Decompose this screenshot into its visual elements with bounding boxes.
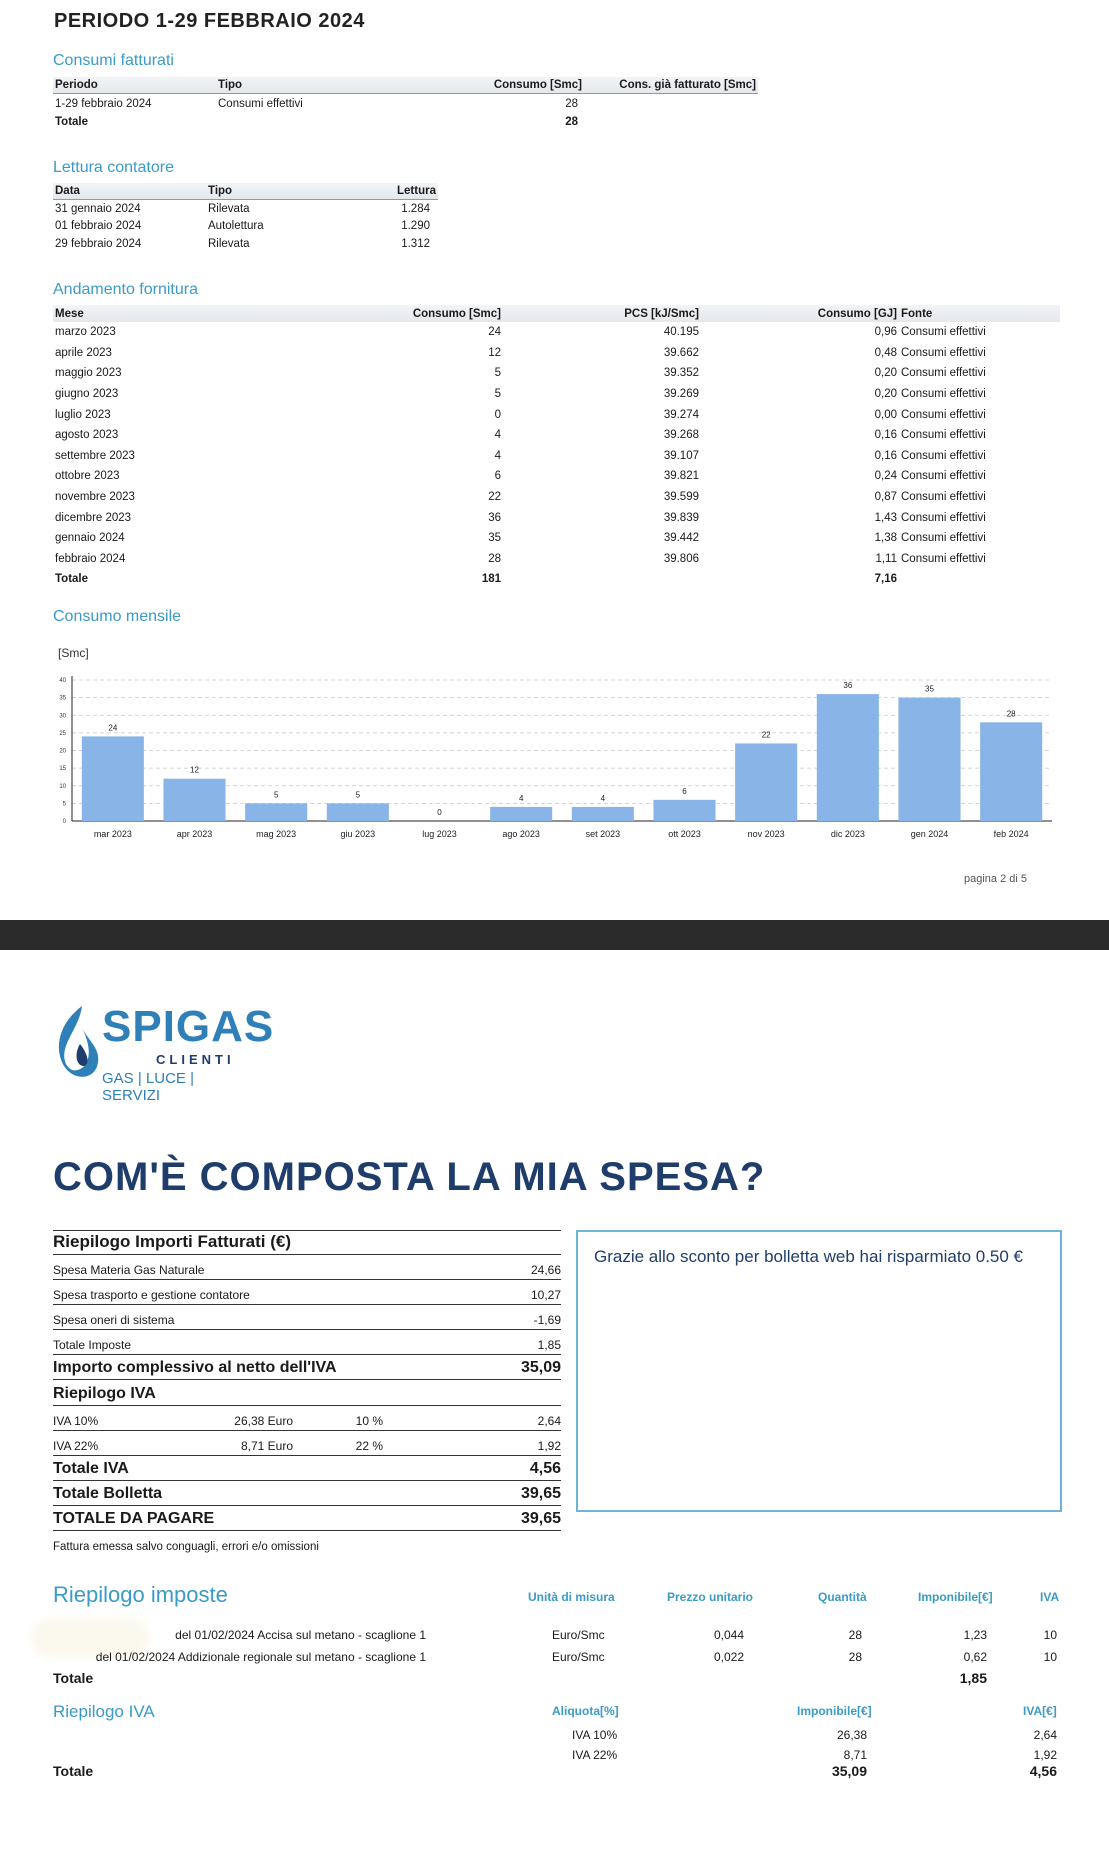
lettura-tipo: Autolettura bbox=[208, 220, 264, 233]
y-tick-label: 25 bbox=[59, 730, 66, 737]
col-imponibile: Imponibile[€] bbox=[797, 1704, 872, 1718]
data-label: 22 bbox=[761, 730, 771, 740]
iva-value: 1,92 bbox=[1033, 1748, 1057, 1762]
total-value: 28 bbox=[565, 116, 578, 128]
data-label: 4 bbox=[600, 793, 606, 803]
iva-pct: 22 % bbox=[355, 1439, 383, 1453]
bar bbox=[980, 722, 1042, 821]
fonte: Consumi effettivi bbox=[901, 326, 986, 339]
table-row bbox=[53, 384, 1060, 405]
y-tick-label: 20 bbox=[59, 748, 66, 755]
consumo-gj: 0,96 bbox=[874, 326, 897, 339]
pcs: 39.352 bbox=[663, 367, 699, 380]
x-tick-label: lug 2023 bbox=[422, 829, 457, 839]
imposta-desc: del 01/02/2024 Addizionale regionale sul metano - scaglione 1 bbox=[95, 1650, 426, 1664]
fonte: Consumi effettivi bbox=[901, 408, 986, 421]
logo-tag: CLIENTI bbox=[156, 1052, 235, 1067]
bar bbox=[327, 803, 389, 821]
data-label: 35 bbox=[925, 684, 934, 694]
data-label: 5 bbox=[273, 790, 279, 800]
item-label: Spesa oneri di sistema bbox=[53, 1313, 175, 1327]
imposta-unit: Euro/Smc bbox=[552, 1650, 605, 1664]
consumo-smc: 24 bbox=[488, 326, 501, 339]
x-tick-label: mar 2023 bbox=[93, 829, 132, 839]
iva-total-label: Totale bbox=[53, 1763, 94, 1779]
data-label: 6 bbox=[682, 786, 687, 796]
iva-label: IVA 22% bbox=[53, 1439, 99, 1453]
y-tick-label: 5 bbox=[62, 801, 66, 808]
fonte: Consumi effettivi bbox=[901, 511, 986, 524]
lettura-data: 31 gennaio 2024 bbox=[55, 202, 141, 215]
aliquota: IVA 10% bbox=[572, 1728, 618, 1742]
bar bbox=[817, 694, 879, 821]
imposta-qty: 28 bbox=[848, 1650, 862, 1664]
col-quantita: Quantità bbox=[818, 1590, 867, 1604]
netto-value: 35,09 bbox=[520, 1359, 561, 1376]
col-pcs: PCS [kJ/Smc] bbox=[624, 307, 699, 320]
consumo-smc: 6 bbox=[494, 470, 501, 483]
data-label: 24 bbox=[108, 723, 118, 733]
y-tick-label: 30 bbox=[59, 713, 66, 720]
heading-label: Riepilogo Importi Fatturati (€) bbox=[53, 1232, 291, 1251]
bill-page-3 bbox=[0, 950, 1109, 1863]
bar bbox=[735, 743, 797, 821]
pcs: 39.599 bbox=[663, 491, 699, 504]
col-cons-fatturato: Cons. già fatturato [Smc] bbox=[619, 79, 756, 91]
total-row bbox=[53, 569, 1060, 589]
item-label: Totale Imposte bbox=[53, 1338, 132, 1352]
consumo-smc: 22 bbox=[488, 491, 501, 504]
table-row bbox=[53, 487, 1060, 508]
col-consumo-smc: Consumo [Smc] bbox=[412, 307, 501, 320]
item-value: 24,66 bbox=[530, 1263, 561, 1277]
data-label: 36 bbox=[843, 681, 853, 691]
pcs: 39.442 bbox=[663, 532, 699, 545]
andamento-fornitura-table bbox=[53, 305, 1060, 589]
bar bbox=[572, 807, 634, 821]
iva-value: 2,64 bbox=[1033, 1728, 1057, 1742]
consumo-gj: 1,43 bbox=[874, 511, 897, 524]
totale-iva-label: Totale IVA bbox=[53, 1460, 129, 1477]
total-label: Totale bbox=[55, 573, 89, 586]
data-label: 4 bbox=[518, 793, 524, 803]
col-data: Data bbox=[55, 185, 80, 197]
pcs: 39.268 bbox=[663, 429, 699, 442]
consumo-smc: 28 bbox=[488, 552, 501, 565]
imposta-unit: Euro/Smc bbox=[552, 1628, 605, 1642]
iva-base: 26,38 Euro bbox=[234, 1414, 293, 1428]
fonte: Consumi effettivi bbox=[901, 449, 986, 462]
table-row bbox=[53, 200, 438, 218]
iva-total-imp: 35,09 bbox=[831, 1763, 867, 1779]
consumo-smc: 12 bbox=[488, 346, 501, 359]
lettura-contatore-table bbox=[53, 183, 438, 253]
col-periodo: Periodo bbox=[55, 79, 98, 91]
item-value: 10,27 bbox=[530, 1288, 561, 1302]
col-aliquota: Aliquota[%] bbox=[552, 1704, 619, 1718]
item-label: Spesa Materia Gas Naturale bbox=[53, 1263, 205, 1277]
totale-bolletta-label: Totale Bolletta bbox=[53, 1485, 163, 1502]
fonte: Consumi effettivi bbox=[901, 346, 986, 359]
consumo-gj: 0,24 bbox=[874, 470, 897, 483]
consumo-smc: 5 bbox=[494, 367, 501, 380]
pcs: 39.662 bbox=[663, 346, 699, 359]
lettura-tipo: Rilevata bbox=[208, 237, 250, 250]
table-row bbox=[53, 404, 1060, 425]
lettura-valore: 1.284 bbox=[401, 202, 430, 215]
mese: giugno 2023 bbox=[55, 388, 119, 401]
total-label: Totale bbox=[55, 116, 89, 128]
col-fonte: Fonte bbox=[901, 307, 933, 320]
imposta-price: 0,044 bbox=[713, 1628, 744, 1642]
bar bbox=[490, 807, 552, 821]
table-row bbox=[53, 218, 438, 236]
y-tick-label: 35 bbox=[59, 695, 66, 702]
lettura-contatore-title: Lettura contatore bbox=[53, 159, 174, 176]
col-imponibile: Imponibile[€] bbox=[918, 1590, 993, 1604]
riepilogo-imposte-table bbox=[0, 950, 1109, 1863]
consumi-fatturati-title: Consumi fatturati bbox=[53, 52, 174, 69]
imposta-price: 0,022 bbox=[713, 1650, 744, 1664]
iva-label: IVA 10% bbox=[53, 1414, 99, 1428]
x-tick-label: dic 2023 bbox=[830, 829, 865, 839]
bill-page-2 bbox=[0, 0, 1109, 920]
consumo-smc: 4 bbox=[494, 429, 501, 442]
col-tipo: Tipo bbox=[218, 79, 243, 91]
lettura-valore: 1.290 bbox=[401, 220, 430, 233]
table-row bbox=[53, 549, 1060, 570]
y-tick-label: 10 bbox=[59, 783, 66, 790]
mese: dicembre 2023 bbox=[55, 511, 132, 524]
lettura-data: 29 febbraio 2024 bbox=[55, 237, 142, 250]
consumo-gj: 0,48 bbox=[874, 346, 897, 359]
table-row bbox=[53, 507, 1060, 528]
col-consumo-gj: Consumo [GJ] bbox=[817, 307, 897, 320]
mese: marzo 2023 bbox=[55, 326, 116, 339]
andamento-fornitura-title: Andamento fornitura bbox=[53, 281, 198, 298]
imposta-qty: 28 bbox=[848, 1628, 862, 1642]
netto-label: Importo complessivo al netto dell'IVA bbox=[53, 1359, 337, 1376]
x-tick-label: feb 2024 bbox=[993, 829, 1029, 839]
col-tipo: Tipo bbox=[208, 185, 233, 197]
iva-imp: 26,38 bbox=[836, 1728, 867, 1742]
table-row bbox=[53, 343, 1060, 364]
consumo-smc: 35 bbox=[488, 532, 501, 545]
table-row bbox=[53, 363, 1060, 384]
period-title: PERIODO 1-29 FEBBRAIO 2024 bbox=[54, 10, 365, 32]
iva-pct: 10 % bbox=[355, 1414, 383, 1428]
fonte: Consumi effettivi bbox=[901, 552, 986, 565]
lettura-tipo: Rilevata bbox=[208, 202, 250, 215]
bar bbox=[163, 779, 225, 821]
page-title: COM'È COMPOSTA LA MIA SPESA? bbox=[53, 1155, 766, 1199]
imposta-iva: 10 bbox=[1043, 1650, 1057, 1664]
pcs: 39.839 bbox=[663, 511, 699, 524]
logo-sub: GAS | LUCE | SERVIZI bbox=[102, 1070, 194, 1104]
consumo-smc: 5 bbox=[494, 388, 501, 401]
mese: ottobre 2023 bbox=[55, 470, 120, 483]
consumo-mensile-chart bbox=[56, 670, 1056, 850]
iva-value: 2,64 bbox=[537, 1414, 561, 1428]
consumo-gj: 0,16 bbox=[874, 449, 897, 462]
imposta-iva: 10 bbox=[1043, 1628, 1057, 1642]
y-tick-label: 40 bbox=[59, 678, 66, 684]
consumo-smc: 0 bbox=[494, 408, 501, 421]
x-tick-label: set 2023 bbox=[585, 829, 621, 839]
data-label: 12 bbox=[190, 765, 199, 775]
fonte: Consumi effettivi bbox=[901, 388, 986, 401]
x-tick-label: mag 2023 bbox=[256, 829, 297, 839]
col-consumo: Consumo [Smc] bbox=[493, 79, 582, 91]
col-iva-euro: IVA[€] bbox=[1023, 1704, 1057, 1718]
x-tick-label: gen 2024 bbox=[910, 829, 949, 839]
cell: 28 bbox=[565, 98, 578, 110]
consumo-gj: 0,00 bbox=[874, 408, 897, 421]
fonte: Consumi effettivi bbox=[901, 367, 986, 380]
lettura-data: 01 febbraio 2024 bbox=[55, 220, 142, 233]
fonte: Consumi effettivi bbox=[901, 491, 986, 504]
total-smc: 181 bbox=[481, 573, 501, 586]
consumo-smc: 36 bbox=[488, 511, 501, 524]
data-label: 0 bbox=[437, 808, 442, 817]
riepilogo-iva-title: Riepilogo IVA bbox=[53, 1702, 155, 1721]
item-label: Spesa trasporto e gestione contatore bbox=[53, 1288, 250, 1302]
imposta-imp: 1,23 bbox=[963, 1628, 987, 1642]
col-iva: IVA bbox=[1040, 1590, 1060, 1604]
bar bbox=[82, 736, 144, 821]
fonte: Consumi effettivi bbox=[901, 532, 986, 545]
consumo-gj: 1,38 bbox=[874, 532, 897, 545]
table-row bbox=[53, 94, 758, 114]
web-discount-text: Grazie allo sconto per bolletta web hai risparmiato 0.50 € bbox=[594, 1247, 1024, 1266]
col-unita: Unità di misura bbox=[528, 1590, 615, 1604]
table-row bbox=[53, 466, 1060, 487]
bar bbox=[245, 803, 307, 821]
consumo-gj: 0,16 bbox=[874, 429, 897, 442]
pcs: 39.806 bbox=[663, 552, 699, 565]
pcs: 40.195 bbox=[663, 326, 699, 339]
bar bbox=[653, 800, 715, 821]
iva-value: 1,92 bbox=[537, 1439, 561, 1453]
totale-pagare-label: TOTALE DA PAGARE bbox=[53, 1510, 215, 1527]
mese: luglio 2023 bbox=[55, 408, 111, 421]
totale-bolletta-value: 39,65 bbox=[520, 1485, 561, 1502]
bar bbox=[898, 698, 960, 821]
lettura-valore: 1.312 bbox=[401, 237, 430, 250]
col-lettura: Lettura bbox=[397, 185, 436, 197]
totale-pagare-value: 39,65 bbox=[520, 1510, 561, 1527]
consumo-gj: 0,20 bbox=[874, 388, 897, 401]
mese: maggio 2023 bbox=[55, 367, 122, 380]
mese: gennaio 2024 bbox=[55, 532, 125, 545]
consumo-gj: 1,11 bbox=[875, 552, 897, 565]
consumo-smc: 4 bbox=[494, 449, 501, 462]
iva-imp: 8,71 bbox=[843, 1748, 867, 1762]
mese: novembre 2023 bbox=[55, 491, 135, 504]
iva-base: 8,71 Euro bbox=[240, 1439, 293, 1453]
consumo-gj: 0,87 bbox=[874, 491, 897, 504]
table-row bbox=[53, 322, 1060, 343]
total-gj: 7,16 bbox=[874, 573, 897, 586]
col-prezzo: Prezzo unitario bbox=[667, 1590, 754, 1604]
page-separator bbox=[0, 920, 1109, 950]
pcs: 39.269 bbox=[663, 388, 699, 401]
imposte-total-label: Totale bbox=[53, 1670, 94, 1686]
pcs: 39.821 bbox=[663, 470, 699, 483]
chart-y-unit: [Smc] bbox=[58, 646, 89, 660]
mese: settembre 2023 bbox=[55, 449, 135, 462]
item-value: -1,69 bbox=[533, 1313, 561, 1327]
total-row bbox=[53, 114, 758, 130]
imposta-desc: del 01/02/2024 Accisa sul metano - scaglione 1 bbox=[175, 1628, 426, 1642]
mese: febbraio 2024 bbox=[55, 552, 126, 565]
table-row bbox=[53, 446, 1060, 467]
item-value: 1,85 bbox=[537, 1338, 561, 1352]
consumo-gj: 0,20 bbox=[874, 367, 897, 380]
fonte: Consumi effettivi bbox=[901, 470, 986, 483]
col-mese: Mese bbox=[55, 307, 84, 320]
y-tick-label: 15 bbox=[59, 766, 66, 773]
x-tick-label: apr 2023 bbox=[176, 829, 213, 839]
mese: aprile 2023 bbox=[55, 346, 112, 359]
disclaimer-note: Fattura emessa salvo conguagli, errori e/o omissioni bbox=[53, 1541, 319, 1553]
table-row bbox=[53, 528, 1060, 549]
fonte: Consumi effettivi bbox=[901, 429, 986, 442]
logo-word: SPIGAS bbox=[102, 1002, 275, 1051]
consumi-fatturati-table bbox=[53, 77, 758, 130]
aliquota: IVA 22% bbox=[572, 1748, 618, 1762]
pcs: 39.274 bbox=[663, 408, 699, 421]
x-tick-label: ott 2023 bbox=[668, 829, 701, 839]
iva-total-value: 4,56 bbox=[1029, 1763, 1057, 1779]
totale-iva-value: 4,56 bbox=[529, 1460, 561, 1477]
chart-title: Consumo mensile bbox=[53, 608, 182, 625]
table-row bbox=[53, 425, 1060, 446]
x-tick-label: nov 2023 bbox=[747, 829, 785, 839]
cell: Consumi effettivi bbox=[218, 98, 303, 110]
imposte-total-value: 1,85 bbox=[959, 1670, 987, 1686]
y-tick-label: 0 bbox=[62, 819, 66, 825]
riepilogo-imposte-title: Riepilogo imposte bbox=[53, 1582, 228, 1607]
page-number: pagina 2 di 5 bbox=[964, 873, 1027, 885]
data-label: 28 bbox=[1006, 709, 1016, 719]
mese: agosto 2023 bbox=[55, 429, 119, 442]
pcs: 39.107 bbox=[663, 449, 699, 462]
x-tick-label: giu 2023 bbox=[340, 829, 376, 839]
cell: 1-29 febbraio 2024 bbox=[55, 98, 152, 110]
imposta-imp: 0,62 bbox=[963, 1650, 987, 1664]
x-tick-label: ago 2023 bbox=[502, 829, 540, 839]
table-row bbox=[53, 235, 438, 253]
iva-heading-label: Riepilogo IVA bbox=[53, 1385, 156, 1402]
data-label: 5 bbox=[355, 790, 361, 800]
